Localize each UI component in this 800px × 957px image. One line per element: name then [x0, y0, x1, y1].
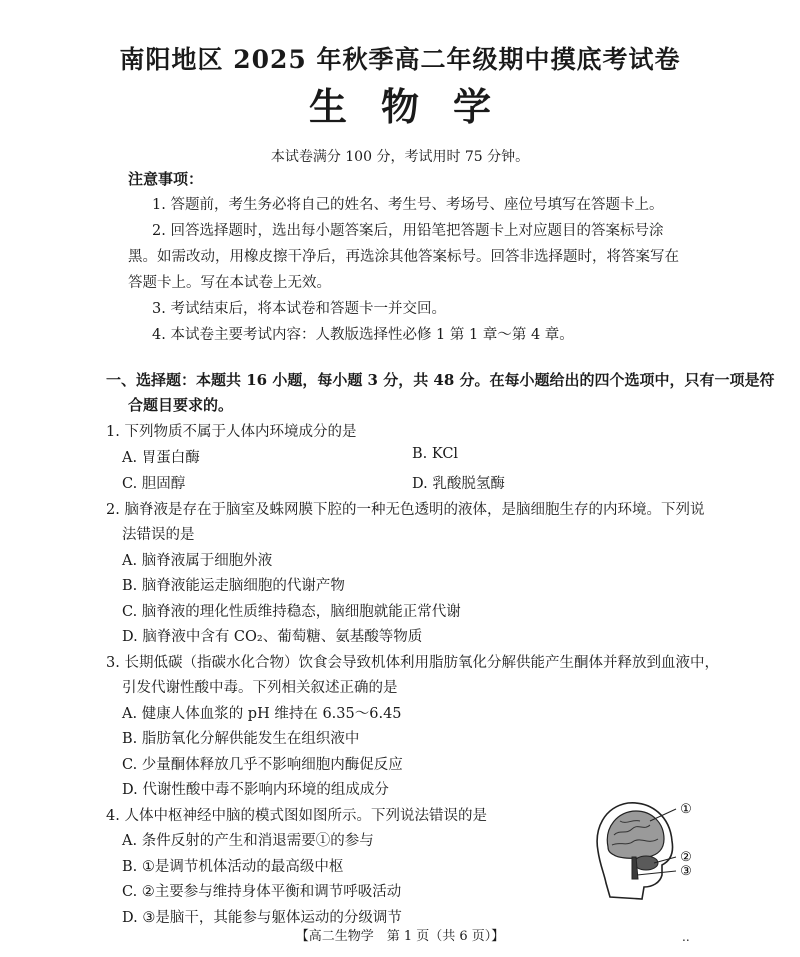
notice-line: 4. 本试卷主要考试内容：人教版选择性必修 1 第 1 章～第 4 章。 — [152, 327, 574, 343]
q1-option-b: B. KCl — [412, 446, 459, 462]
q4-option-a: A. 条件反射的产生和消退需要①的参与 — [122, 833, 374, 849]
question-1-stem: 1. 下列物质不属于人体内环境成分的是 — [106, 424, 357, 440]
q3-option-a: A. 健康人体血浆的 pH 维持在 6.35～6.45 — [122, 706, 402, 722]
q3-option-b: B. 脂肪氧化分解供能发生在组织液中 — [122, 731, 360, 747]
section-heading: 一、选择题：本题共 16 小题，每小题 3 分，共 48 分。在每小题给出的四个选项中，只有一项是符 — [106, 371, 775, 389]
notice-heading: 注意事项： — [128, 170, 204, 188]
question-2-stem: 2. 脑脊液是存在于脑室及蛛网膜下腔的一种无色透明的液体，是脑细胞生存的内环境。下列说 — [106, 502, 705, 518]
notice-line: 黑。如需改动，用橡皮擦干净后，再选涂其他答案标号。回答非选择题时，将答案写在 — [128, 249, 679, 265]
q1-option-c: C. 胆固醇 — [122, 476, 186, 492]
question-4-stem: 4. 人体中枢神经中脑的模式图如图所示。下列说法错误的是 — [106, 808, 487, 824]
q2-option-a: A. 脑脊液属于细胞外液 — [122, 553, 273, 569]
label-1-leader — [650, 809, 676, 821]
label-3: ③ — [680, 864, 692, 879]
q2-option-b: B. 脑脊液能运走脑细胞的代谢产物 — [122, 578, 345, 594]
q1-option-a: A. 胃蛋白酶 — [122, 450, 200, 466]
label-2: ② — [680, 850, 692, 865]
q3-option-c: C. 少量酮体释放几乎不影响细胞内酶促反应 — [122, 757, 403, 773]
exam-title: 南阳地区 2025 年秋季高二年级期中摸底考试卷 — [119, 45, 681, 74]
brain-diagram — [590, 795, 700, 905]
question-3-stem-cont: 引发代谢性酸中毒。下列相关叙述正确的是 — [122, 680, 398, 696]
footer-dots: .. — [682, 930, 690, 944]
full-mark-note: 本试卷满分 100 分，考试用时 75 分钟。 — [270, 149, 530, 165]
notice-line: 3. 考试结束后，将本试卷和答题卡一并交回。 — [152, 301, 446, 317]
notice-line: 2. 回答选择题时，选出每小题答案后，用铅笔把答题卡上对应题目的答案标号涂 — [152, 223, 664, 239]
page-footer: 【高二生物学 第 1 页（共 6 页）】 — [295, 929, 505, 944]
label-1: ① — [680, 802, 692, 817]
q4-option-b: B. ①是调节机体活动的最高级中枢 — [122, 859, 344, 875]
q2-option-c: C. 脑脊液的理化性质维持稳态，脑细胞就能正常代谢 — [122, 604, 461, 620]
question-3-stem: 3. 长期低碳（指碳水化合物）饮食会导致机体利用脂肪氧化分解供能产生酮体并释放到血液中， — [106, 655, 719, 671]
question-2-stem-cont: 法错误的是 — [122, 527, 195, 543]
notice-line: 1. 答题前，考生务必将自己的姓名、考生号、考场号、座位号填写在答题卡上。 — [152, 197, 664, 213]
q4-option-d: D. ③是脑干，其能参与躯体运动的分级调节 — [122, 910, 402, 926]
q2-option-d: D. 脑脊液中含有 CO₂、葡萄糖、氨基酸等物质 — [122, 629, 423, 645]
subject-title: 生物学 — [308, 84, 525, 129]
section-heading-cont: 合题目要求的。 — [128, 396, 234, 414]
label-3-leader — [637, 871, 676, 875]
notice-line: 答题卡上。写在本试卷上无效。 — [128, 275, 331, 291]
q1-option-d: D. 乳酸脱氢酶 — [412, 476, 505, 492]
q4-option-c: C. ②主要参与维持身体平衡和调节呼吸活动 — [122, 884, 402, 900]
q3-option-d: D. 代谢性酸中毒不影响内环境的组成成分 — [122, 782, 389, 798]
